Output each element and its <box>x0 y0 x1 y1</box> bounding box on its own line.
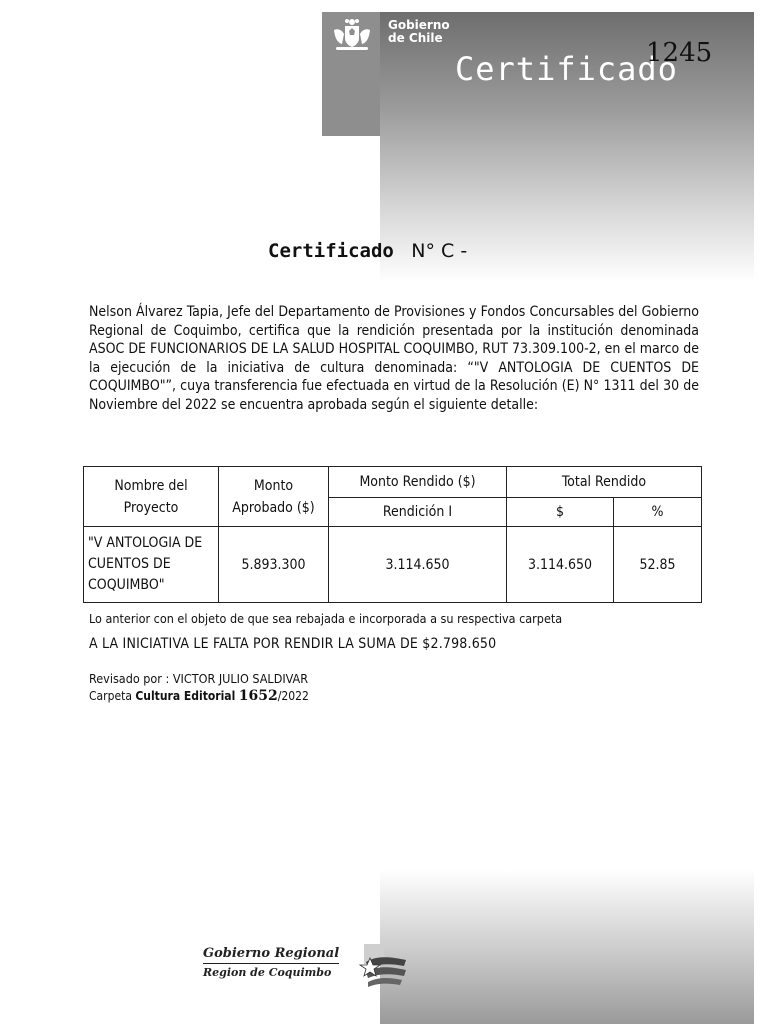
header-title: Certificado <box>455 50 678 88</box>
cell-percent: 52.85 <box>614 527 702 603</box>
footer-gradient-band <box>380 870 754 1024</box>
folder-year: /2022 <box>277 689 309 703</box>
gobierno-regional-logo <box>203 945 339 981</box>
folder-label: Carpeta <box>89 689 132 703</box>
header-nombre: Nombre del Proyecto <box>84 467 219 527</box>
header-rendicion: Rendición I <box>329 498 507 527</box>
gov-line-2: de Chile <box>388 31 443 45</box>
logo-line-2: Region de Coquimbo <box>203 966 332 979</box>
logo-line-1: Gobierno Regional <box>203 945 339 964</box>
header-dollar: $ <box>507 498 614 527</box>
table-row <box>84 527 702 603</box>
cell-rendicion: 3.114.650 <box>329 527 507 603</box>
pending-amount-text: A LA INICIATIVA LE FALTA POR RENDIR LA SUMA DE $2.798.650 <box>89 636 497 652</box>
reviewed-by-text: Revisado por : VICTOR JULIO SALDIVAR <box>89 671 309 686</box>
header-percent: % <box>614 498 702 527</box>
document-number: 1245 <box>646 38 713 68</box>
cell-nombre: "V ANTOLOGIA DE CUENTOS DE COQUIMBO" <box>84 527 219 603</box>
certificate-heading-text: Certificado <box>268 240 394 262</box>
certificate-heading <box>268 240 467 262</box>
chile-coat-of-arms-icon <box>328 16 376 52</box>
star-wave-logo-icon <box>356 940 412 996</box>
cell-monto: 5.893.300 <box>219 527 329 603</box>
folder-number: 1652 <box>238 688 278 704</box>
header-total-rendido: Total Rendido <box>507 467 702 498</box>
folder-reference <box>89 688 309 704</box>
certificate-body-text: Nelson Álvarez Tapia, Jefe del Departamento de Provisiones y Fondos Concursables del Gobierno Regional de Coquimbo, certifica que la rendición presentada por la institución denominada ASOC DE FUNCIONARIOS DE LA SALUD HOSPITAL COQUIMBO, RUT 73.309.100-2, en el marco de la ejecución de la iniciativa de cultura denominada: “"V ANTOLOGIA DE CUENTOS DE COQUIMBO"”, cuya transferencia fue efectuada en virtud de la Resolución (E) N° 1311 del 30 de Noviembre del 2022 se encuentra aprobada según el siguiente detalle: <box>89 304 699 413</box>
folder-name: Cultura Editorial <box>135 689 236 703</box>
certificate-number-label: N° C - <box>411 240 468 262</box>
note-text: Lo anterior con el objeto de que sea rebajada e incorporada a su respectiva carpeta <box>89 611 563 626</box>
gov-line-1: Gobierno <box>388 18 450 32</box>
cell-total: 3.114.650 <box>507 527 614 603</box>
gobierno-de-chile-label <box>388 19 450 45</box>
header-monto: Monto Aprobado ($) <box>219 467 329 527</box>
detail-table <box>83 466 702 603</box>
header-monto-rendido: Monto Rendido ($) <box>329 467 507 498</box>
